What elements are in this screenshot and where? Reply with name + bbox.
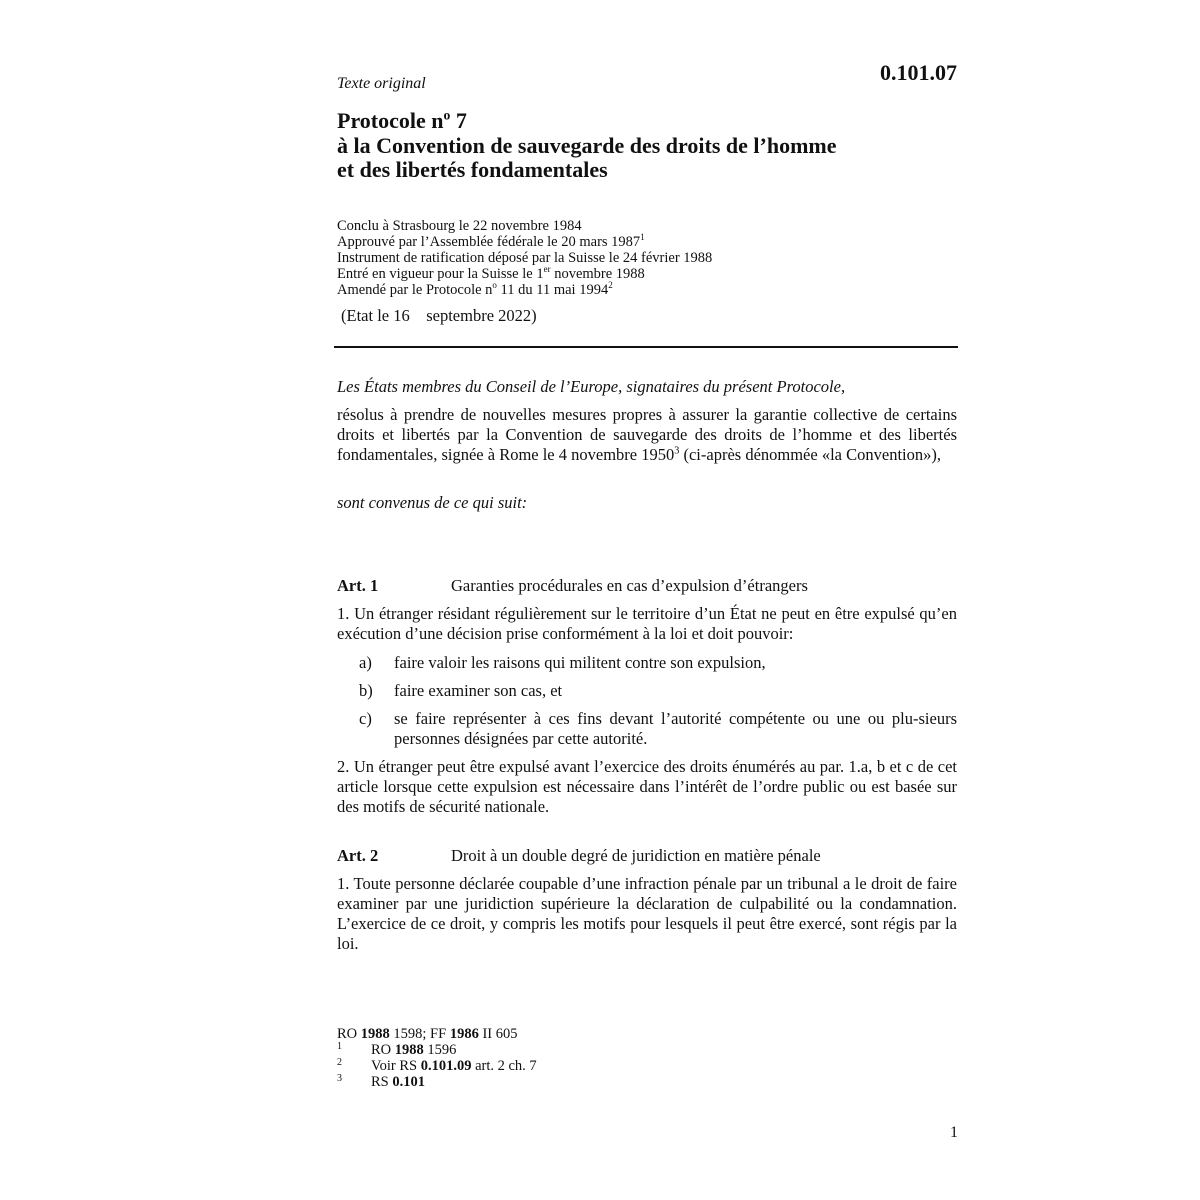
article-title: Garanties procédurales en cas d’expulsion d’étrangers (451, 576, 808, 595)
footnote-ref-1[interactable]: 1 (640, 232, 645, 243)
article-number: Art. 1 (337, 576, 379, 595)
footnotes (337, 1026, 957, 1090)
ratification-line: Instrument de ratification déposé par la Suisse le 24 février 1988 (337, 250, 713, 266)
article-2-paragraph-1: 1. Toute personne déclarée coupable d’une infraction pénale par un tribunal a le droit de faire examiner par une juridiction supérieure la déclaration de culpabilité ou la condamnation. L’exercice de ce droit, y compris les motifs pour lesquels il peut être exercé, sont régis par la loi. (337, 874, 957, 953)
document-metadata (337, 218, 957, 298)
article-2-heading (337, 846, 957, 866)
footnote-2: 2 Voir RS 0.101.09 art. 2 ch. 7 (337, 1057, 537, 1074)
approved-line: Approuvé par l’Assemblée fédérale le 20 mars 1987$^1$ (337, 232, 645, 250)
preamble-closing: sont convenus de ce qui suit: (337, 493, 528, 512)
source-reference: RO 1988 1598; FF 1986 II 605 (337, 1026, 518, 1042)
article-title: Droit à un double degré de juridiction en matière pénale (451, 846, 821, 865)
original-text-label: Texte original (337, 75, 426, 92)
header-divider (334, 346, 958, 348)
article-number: Art. 2 (337, 846, 379, 865)
list-item (337, 709, 957, 749)
list-marker: c) (359, 709, 372, 728)
in-force-line: Entré en vigueur pour la Suisse le 1er novembre 1988 (337, 264, 645, 282)
list-marker: a) (359, 653, 372, 672)
article-1-heading (337, 576, 957, 596)
list-text: faire examiner son cas, et (394, 681, 563, 700)
title-line-2: à la Convention de sauvegarde des droits de l’homme (337, 132, 837, 158)
footnote-3: 3 RS 0.101 (337, 1073, 425, 1090)
list-marker: b) (359, 681, 373, 700)
status-date: (Etat le 16 septembre 2022) (341, 306, 537, 325)
list-item (337, 653, 957, 673)
footnote-ref-2[interactable]: 2 (608, 280, 613, 291)
amended-line: Amendé par le Protocole $n^o$ 11 du 11 mai 1994$^2$ (337, 280, 613, 298)
page-number: 1 (950, 1124, 958, 1141)
list-text: faire valoir les raisons qui militent contre son expulsion, (394, 653, 766, 672)
list-text: se faire représenter à ces fins devant l’autorité compétente ou une ou plu-sieurs personnes désignées par cette autorité. (394, 709, 957, 748)
footnote-1: 1 RO 1988 1596 (337, 1041, 457, 1058)
document-title (337, 109, 957, 183)
preamble-body: résolus à prendre de nouvelles mesures propres à assurer la garantie collective de certains droits et libertés par la Convention de sauvegarde des droits de l’homme et des libertés fondamentales, signée à Rome le 4 novembre 1950$^3$ (ci-après dénommée «la Convention»), (337, 405, 957, 464)
footnote-ref-3[interactable]: 3 (674, 445, 680, 457)
concluded-line: Conclu à Strasbourg le 22 novembre 1984 (337, 218, 582, 234)
sr-number: 0.101.07 (880, 60, 957, 85)
title-line-3: et des libertés fondamentales (337, 157, 608, 183)
article-1-paragraph-2: 2. Un étranger peut être expulsé avant l’exercice des droits énumérés au par. 1.a, b et c de cet article lorsque cette expulsion est nécessaire dans l’intérêt de l’ordre public ou est basée sur des motifs de sécurité nationale. (337, 757, 957, 816)
title-line-1: Protocole $n^o$ 7 (337, 107, 467, 133)
preamble-heading: Les États membres du Conseil de l’Europe, signataires du présent Protocole, (337, 377, 846, 396)
article-1-paragraph-1: 1. Un étranger résidant régulièrement sur le territoire d’un État ne peut en être expulsé qu’en exécution d’une décision prise conformément à la loi et doit pouvoir: (337, 604, 957, 643)
list-item (337, 681, 957, 701)
